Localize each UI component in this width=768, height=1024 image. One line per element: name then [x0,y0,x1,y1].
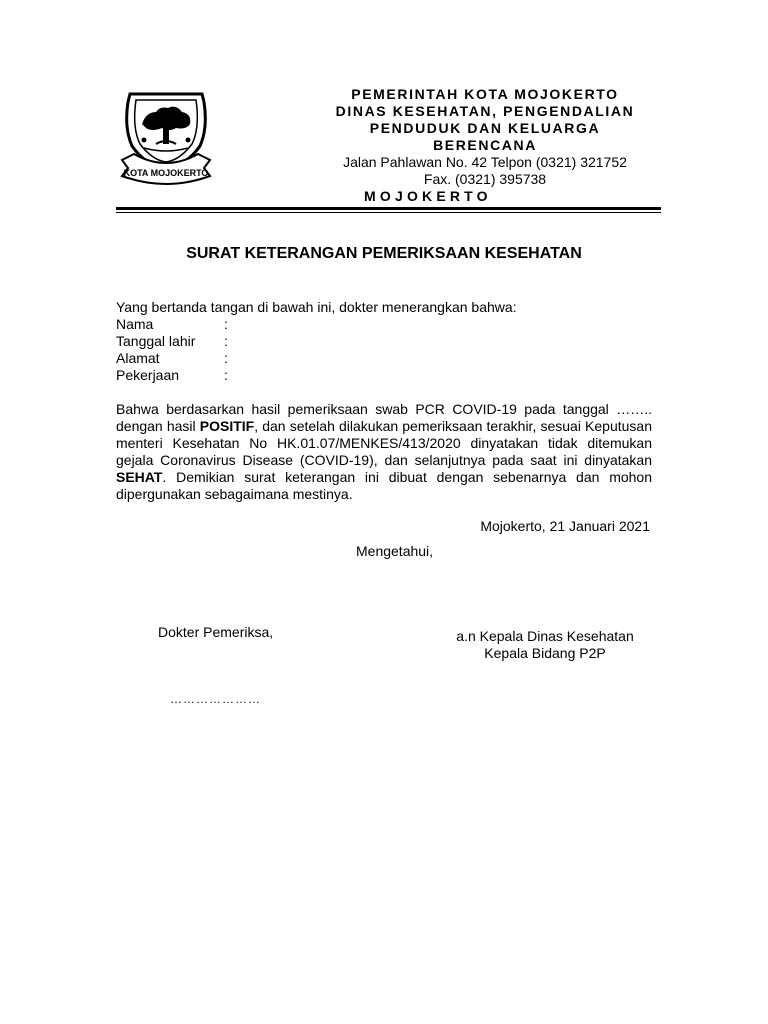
intro-text: Yang bertanda tangan di bawah ini, dokter menerangkan bahwa: [116,299,517,315]
header-divider-thin [116,212,661,213]
place-date: Mojokerto, 21 Januari 2021 [480,518,650,534]
header-address: Jalan Pahlawan No. 42 Telpon (0321) 321752 [343,154,627,170]
result-sehat: SEHAT [116,469,163,485]
field-row [116,367,316,384]
acknowledged-label: Mengetahui, [356,543,434,559]
emblem-text: KOTA MOJOKERTO [123,168,209,178]
identity-fields [116,316,316,384]
letterhead [300,86,670,205]
header-divider-thick [116,207,661,210]
field-label-tanggal-lahir: Tanggal lahir [116,333,196,349]
field-label-alamat: Alamat [116,350,160,366]
field-label-pekerjaan: Pekerjaan [116,367,180,383]
header-city: MOJOKERTO [364,188,492,204]
statement-part-2: , dan setelah dilakukan pemeriksaan terakhir, sesuai Keputusan menteri Kesehatan No HK.01.07/MENKES/413/2020 dinyatakan tidak ditemukan gejala Coronavirus Disease (COVID-19), dan selanjutnya pada saat ini dinyatakan [116,418,652,468]
header-line-4: BERENCANA [433,137,537,153]
header-line-2: DINAS KESEHATAN, PENGENDALIAN [335,103,635,119]
field-row [116,316,316,333]
document-title: SURAT KETERANGAN PEMERIKSAAN KESEHATAN [186,245,582,262]
statement-part-3: . Demikian surat keterangan ini dibuat dengan sebenarnya dan mohon dipergunakan sebagaimana mestinya. [116,469,652,502]
field-colon: : [224,350,228,366]
field-row [116,350,316,367]
field-row [116,333,316,350]
field-colon: : [224,316,228,332]
header-fax: Fax. (0321) 395738 [423,171,547,187]
header-line-1: PEMERINTAH KOTA MOJOKERTO [351,86,619,102]
field-colon: : [224,367,228,383]
statement-paragraph [116,401,652,503]
statement-part-1: Bahwa berdasarkan hasil pemeriksaan swab PCR COVID-19 pada tanggal …….. dengan hasil [116,401,652,434]
field-colon: : [224,333,228,349]
header-line-3: PENDUDUK DAN KELUARGA [369,120,601,136]
result-positif: POSITIF [199,418,255,434]
doctor-signature-placeholder: ………………… [170,692,261,706]
field-label-nama: Nama [116,316,154,332]
examining-doctor-label: Dokter Pemeriksa, [158,624,274,640]
city-emblem-logo [116,88,216,188]
head-signer-line-1: a.n Kepala Dinas Kesehatan [456,628,634,644]
head-signer-line-2: Kepala Bidang P2P [484,645,606,661]
head-signer-block [430,628,660,662]
